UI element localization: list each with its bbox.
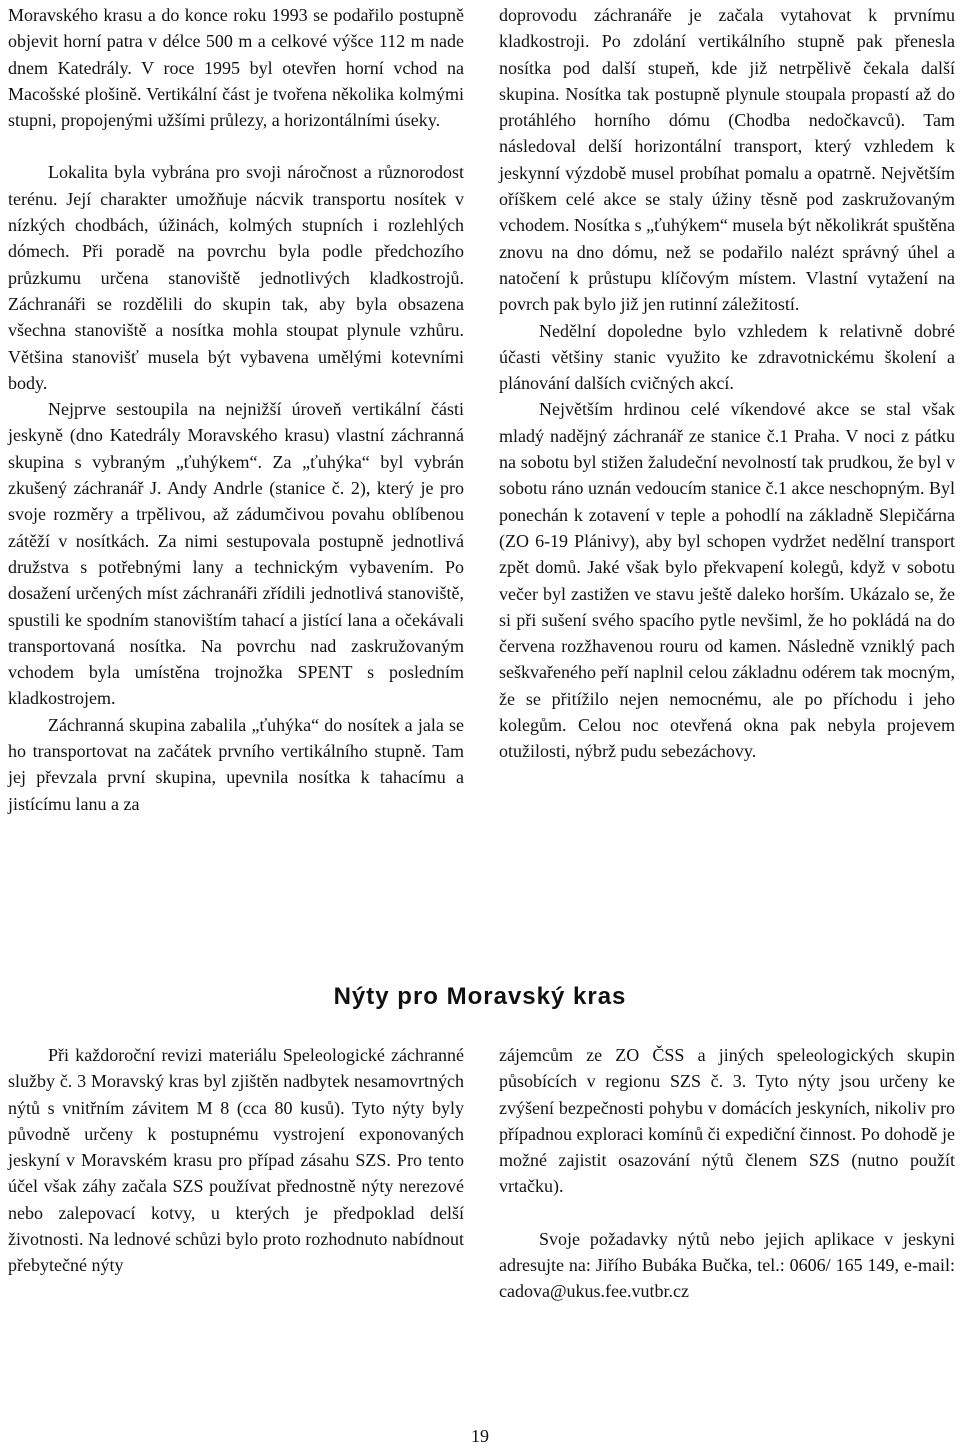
paragraph: Nedělní dopoledne bylo vzhledem k relativně dobré účasti většiny stanic využito ke zdravotnickému školení a plánování dalších cvičných akcí.	[499, 320, 955, 394]
text-column-3	[8, 1042, 464, 1279]
paragraph: Záchranná skupina zabalila „ťuhýka“ do nosítek a jala se ho transportovat na začátek prvního vertikálního stupně. Tam jej převzala první skupina, upevnila nosítka k tahacímu a jistícímu lanu a za	[8, 714, 464, 814]
page-number: 19	[471, 1426, 489, 1446]
paragraph: Lokalita byla vybrána pro svoji náročnost a různorodost terénu. Její charakter umožňuje nácvik transportu nosítek v nízkých chodbách, úžinách, kolmých stupních i rozlehlých dómech. Při poradě na povrchu byla podle předchozího průzkumu určena stanoviště jednotlivých kladkostrojů. Záchranáři se rozdělili do skupin tak, aby byla obsazena všechna stanoviště a nosítka mohla stoupat plynule vzhůru. Většina stanovišť musela být vybavena umělými kotevními body.	[8, 162, 464, 393]
paragraph: Při každoroční revizi materiálu Speleologické záchranné služby č. 3 Moravský kras byl zjištěn nadbytek nesamovrtných nýtů s vnitřním závitem M 8 (cca 80 kusů). Tyto nýty byly původně určeny k postupnému vystrojení exponovaných jeskyní v Moravském krasu pro případ zásahu SZS. Pro tento účel však záhy začala SZS používat přednostně nýty nerezové nebo zalepovací kotvy, u kterých je předpoklad delší životnosti. Na lednové schůzi bylo proto rozhodnuto nabídnout přebytečné nýty	[8, 1045, 464, 1276]
paragraph: doprovodu záchranáře je začala vytahovat k prvnímu kladkostroji. Po zdolání vertikálního stupně pak přenesla nosítka pod další stupeň, kde již netrpělivě čekala další skupina. Nosítka tak postupně plynule stoupala propastí až do protáhlého horního dómu (Chodba nedočkavců). Tam následoval delší horizontální transport, který vzhledem k jeskynní výzdobě musel probíhat pomalu a opatrně. Největším oříškem celé akce se staly úžiny těsně pod zaskružovaným vchodem. Nosítka s „ťuhýkem“ musela být několikrát spuštěna znovu na dno dómu, než se podařilo nalézt správný úhel a natočení k průstupu klíčovým místem. Vlastní vytažení na povrch pak bylo již jen rutinní záležitostí.	[499, 5, 955, 315]
paragraph: Největším hrdinou celé víkendové akce se stal však mladý nadějný záchranář ze stanice č.1 Praha. V noci z pátku na sobotu byl stižen žaludeční nevolností tak prudkou, že byl v sobotu ráno uznán vedoucím stanice č.1 akce neschopným. Byl ponechán k zotavení v teple a pohodlí na základně Slepičárna (ZO 6-19 Plánivy), aby byl schopen vydržet nedělní transport zpět domů. Jaké však bylo překvapení kolegů, když v sobotu večer byl zastižen ve stavu ještě daleko horším. Ukázalo se, že si při sušení svého spacího pytle nevšiml, že ho pokládá na do červena rozžhavenou rouru od kamen. Následně vzniklý pach seškvařeného peří naplnil celou základnu odérem tak mocným, že se přitížilo nejen nemocnému, ale po příchodu i jeho kolegům. Celou noc otevřená okna pak nebyla projevem otužilosti, nýbrž pudu sebezáchovy.	[499, 399, 955, 762]
paragraph: Nejprve sestoupila na nejnižší úroveň vertikální části jeskyně (dno Katedrály Moravského krasu) vlastní záchranná skupina s vybraným „ťuhýkem“. Za „ťuhýka“ byl vybrán zkušený záchranář J. Andy Andrle (stanice č. 2), který je pro svoje rozměry a trpělivou, až zádumčivou povahu oblíbenou zátěží v nosítkách. Za nimi sestupovala postupně jednotlivá družstva s potřebnými lany a technickým vybavením. Po dosažení určených míst záchranáři zřídili jednotlivá stanoviště, spustili ke spodním stanovištím tahací a jistící lana a očekávali transportovaná nosítka. Na povrchu nad zaskružovaným vchodem byla umístěna trojnožka SPENT s posledním kladkostrojem.	[8, 399, 464, 709]
paragraph: Svoje požadavky nýtů nebo jejich aplikace v jeskyni adresujte na: Jiřího Bubáka Bučka, tel.: 0606/ 165 149, e-mail: cadova@ukus.fee.vutbr.cz	[499, 1228, 955, 1302]
text-column-4	[499, 1042, 955, 1305]
paragraph: zájemcům ze ZO ČSS a jiných speleologických skupin působících v regionu SZS č. 3. Tyto nýty jsou určeny ke zvýšení bezpečnosti pohybu v domácích jeskyních, nikoliv pro případnou exploraci komínů či expediční činnost. Po dohodě je možné zajistit osazování nýtů členem SZS (nutno použít vrtačku).	[499, 1045, 955, 1197]
text-column-1	[8, 2, 464, 817]
text-column-2	[499, 2, 955, 765]
paragraph: Moravského krasu a do konce roku 1993 se podařilo postupně objevit horní patra v délce 500 m a celkové výšce 112 m nade dnem Katedrály. V roce 1995 byl otevřen horní vchod na Macošské plošině. Vertikální část je tvořena několika kolmými stupni, propojenými užšími průlezy, a horizontálními úseky.	[8, 5, 464, 131]
section-heading: Nýty pro Moravský kras	[333, 983, 627, 1010]
